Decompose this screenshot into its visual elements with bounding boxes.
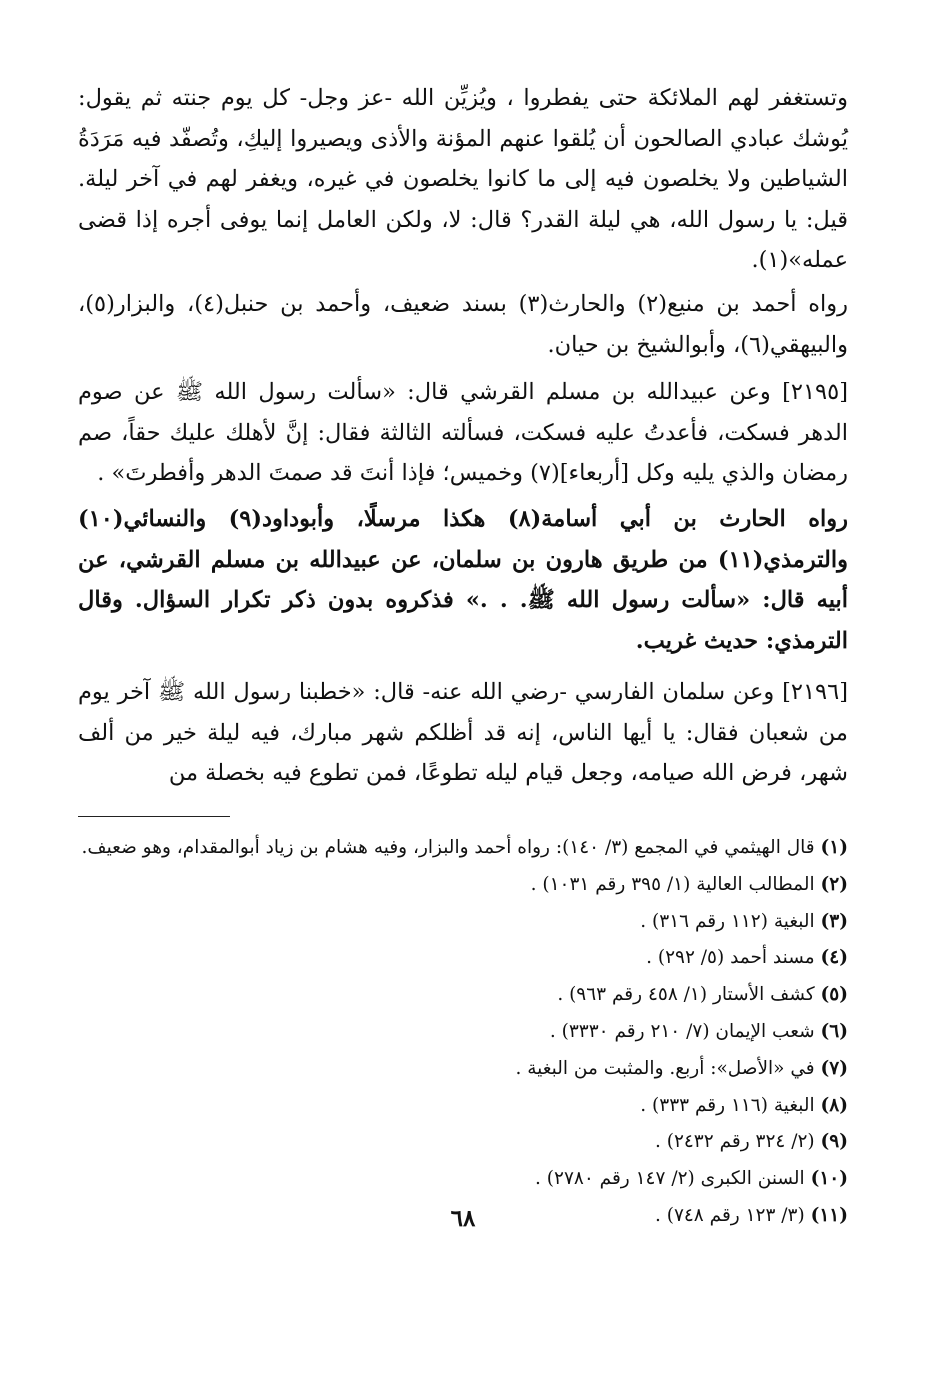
footnote-number: (٥) [820, 984, 848, 1006]
footnote-text: البغية (١١٦ رقم ٣٣٣) . [640, 1094, 815, 1116]
footnote-number: (٣) [820, 910, 848, 932]
footnote-number: (٢) [820, 873, 848, 895]
body-paragraph-4: رواه الحارث بن أبي أسامة(٨) هكذا مرسلًا، وأبوداود(٩) والنسائي(١٠) والترمذي(١١) من طريق هارون بن سلمان، عن عبيدالله بن مسلم القرشي، عن أبيه قال: «سألت رسول الله ﷺ. . .» فذكروه بدون ذكر تكرار السؤال. وقال الترمذي: حديث غريب. [78, 506, 848, 654]
footnote-item [78, 830, 848, 867]
footnote-item [78, 1124, 848, 1161]
hadith-2196-paragraph: [٢١٩٦] وعن سلمان الفارسي -رضي الله عنه- قال: «خطبنا رسول الله ﷺ آخر يوم من شعبان فقال: يا أيها الناس، إنه قد أظلكم شهر مبارك، فيه ليلة خير من ألف شهر، فرض الله صيامه، وجعل قيام ليله تطوعًا، فمن تطوع فيه بخصلة من [78, 679, 848, 786]
footnote-item [78, 1088, 848, 1125]
footnote-number: (١٠) [810, 1168, 848, 1190]
footnote-number: (٧) [820, 1057, 848, 1079]
footnote-text: البغية (١١٢ رقم ٣١٦) . [640, 910, 815, 932]
footnote-separator [78, 816, 230, 817]
page-number: ٦٨ [450, 1205, 476, 1232]
footnote-text: في «الأصل»: أربع. والمثبت من البغية . [515, 1057, 815, 1079]
footnote-text: (٣/ ١٢٣ رقم ٧٤٨) . [654, 1204, 805, 1226]
footnote-text: (٢/ ٣٢٤ رقم ٢٤٣٢) . [654, 1131, 815, 1153]
footnote-item [78, 940, 848, 977]
footnote-text: السنن الكبرى (٢/ ١٤٧ رقم ٢٧٨٠) . [535, 1168, 805, 1190]
footnote-number: (٦) [820, 1020, 848, 1042]
footnote-item [78, 1161, 848, 1198]
footnote-text: المطالب العالية (١/ ٣٩٥ رقم ١٠٣١) . [530, 873, 815, 895]
body-paragraph-2: رواه أحمد بن منيع(٢) والحارث(٣) بسند ضعيف، وأحمد بن حنبل(٤)، والبزار(٥)، والبيهقي(٦)، وأبوالشيخ بن حيان. [78, 291, 848, 358]
footnote-number: (١) [820, 837, 848, 858]
book-page [78, 78, 848, 1338]
footnote-item [78, 1014, 848, 1051]
footnote-text: كشف الأستار (١/ ٤٥٨ رقم ٩٦٣) . [557, 984, 815, 1006]
footnotes-list [78, 830, 848, 1235]
hadith-2195-paragraph: [٢١٩٥] وعن عبيدالله بن مسلم القرشي قال: «سألت رسول الله ﷺ عن صوم الدهر فسكت، فأعدتُ عليه فسكت، فسألته الثالثة فقال: إنَّ لأهلك عليك حقاً، صم رمضان والذي يليه وكل [أربعاء](٧) وخميس؛ فإذا أنتَ قد صمتَ الدهر وأفطرتَ» . [78, 379, 848, 486]
footnote-number: (١١) [810, 1204, 848, 1226]
footnote-number: (٩) [820, 1131, 848, 1153]
footnote-number: (٨) [820, 1094, 848, 1116]
footnote-text: مسند أحمد (٥/ ٢٩٢) . [646, 947, 815, 969]
body-paragraph-1: وتستغفر لهم الملائكة حتى يفطروا ، ويُزيِّن الله -عز وجل- كل يوم جنته ثم يقول: يُوشك عبادي الصالحون أن يُلقوا عنهم المؤنة والأذى ويصيروا إليكِ، وتُصفّد فيه مَرَدَةُ الشياطين ولا يخلصون فيه إلى ما كانوا يخلصون في غيره، ويغفر لهم في آخر ليلة. قيل: يا رسول الله، هي ليلة القدر؟ قال: لا، ولكن العامل إنما يوفى أجره إذا قضى عمله»(١). [78, 85, 848, 273]
footnote-text: شعب الإيمان (٧/ ٢١٠ رقم ٣٣٣٠) . [549, 1020, 815, 1042]
footnote-text: قال الهيثمي في المجمع (٣/ ١٤٠): رواه أحمد والبزار، وفيه هشام بن زياد أبوالمقدام، وهو ضعيف. [81, 837, 815, 858]
footnote-item [78, 867, 848, 904]
footnote-number: (٤) [820, 947, 848, 969]
footnote-item [78, 1051, 848, 1088]
footnote-item [78, 977, 848, 1014]
footnote-item [78, 904, 848, 941]
